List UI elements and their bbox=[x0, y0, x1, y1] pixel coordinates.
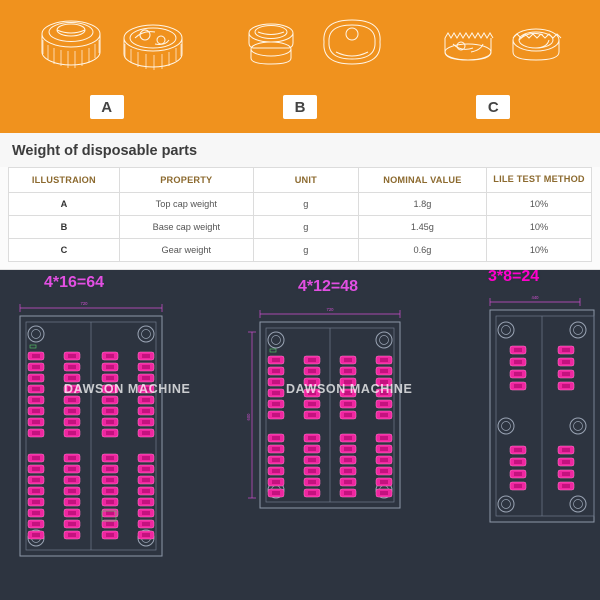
watermark-left: DAWSON MACHINE bbox=[64, 381, 191, 396]
col-property: PROPERTY bbox=[119, 168, 253, 193]
cell-nominal: 1.8g bbox=[358, 192, 486, 215]
part-label-c: C bbox=[475, 94, 511, 120]
gear-outside-icon bbox=[437, 8, 499, 88]
top-cap-inside-icon bbox=[115, 8, 191, 88]
cad-canvas bbox=[0, 270, 600, 600]
table-row bbox=[9, 192, 592, 215]
mold-drawing-24-cavity bbox=[476, 288, 600, 540]
parts-illustration-band bbox=[0, 0, 600, 133]
cell-illustration: A bbox=[9, 192, 120, 215]
cad-layout-section bbox=[0, 270, 600, 600]
part-group-gear bbox=[437, 8, 567, 88]
table-row bbox=[9, 238, 592, 261]
top-cap-outside-icon bbox=[33, 8, 109, 88]
part-group-base-cap bbox=[236, 8, 392, 88]
spec-table-title: Weight of disposable parts bbox=[0, 133, 600, 167]
cell-nominal: 0.6g bbox=[358, 238, 486, 261]
cell-property: Base cap weight bbox=[119, 215, 253, 238]
cell-illustration: B bbox=[9, 215, 120, 238]
cell-method: 10% bbox=[487, 215, 592, 238]
spec-table-section bbox=[0, 133, 600, 270]
table-header-row bbox=[9, 168, 592, 193]
parts-row bbox=[0, 8, 600, 90]
col-unit: UNIT bbox=[253, 168, 358, 193]
cell-illustration: C bbox=[9, 238, 120, 261]
cell-property: Top cap weight bbox=[119, 192, 253, 215]
cell-nominal: 1.45g bbox=[358, 215, 486, 238]
part-label-b: B bbox=[282, 94, 318, 120]
svg-text:720: 720 bbox=[326, 306, 334, 312]
col-test-method: LILE TEST METHOD bbox=[487, 168, 592, 193]
base-cap-top-icon bbox=[312, 8, 392, 88]
part-label-a: A bbox=[89, 94, 125, 120]
svg-text:440: 440 bbox=[531, 294, 539, 300]
watermark-right: DAWSON MACHINE bbox=[286, 381, 413, 396]
cell-unit: g bbox=[253, 238, 358, 261]
base-cap-side-icon bbox=[236, 8, 306, 88]
cell-unit: g bbox=[253, 192, 358, 215]
cell-method: 10% bbox=[487, 238, 592, 261]
cavity-count-label-2: 4*12=48 bbox=[298, 277, 359, 295]
cavity-count-label-3: 3*8=24 bbox=[488, 269, 540, 285]
mold-drawing-48-cavity bbox=[244, 302, 416, 520]
cell-property: Gear weight bbox=[119, 238, 253, 261]
gear-inside-icon bbox=[505, 8, 567, 88]
col-illustration: ILLUSTRAION bbox=[9, 168, 120, 193]
col-nominal-value: NOMINAL VALUE bbox=[358, 168, 486, 193]
cell-unit: g bbox=[253, 215, 358, 238]
spec-table bbox=[8, 167, 592, 262]
mold-drawing-64-cavity bbox=[6, 296, 176, 564]
part-labels-row bbox=[0, 94, 600, 120]
svg-text:600: 600 bbox=[246, 413, 251, 420]
part-group-top-cap bbox=[33, 8, 191, 88]
cell-method: 10% bbox=[487, 192, 592, 215]
cavity-count-label-1: 4*16=64 bbox=[44, 273, 105, 291]
svg-text:720: 720 bbox=[80, 300, 88, 306]
table-row bbox=[9, 215, 592, 238]
